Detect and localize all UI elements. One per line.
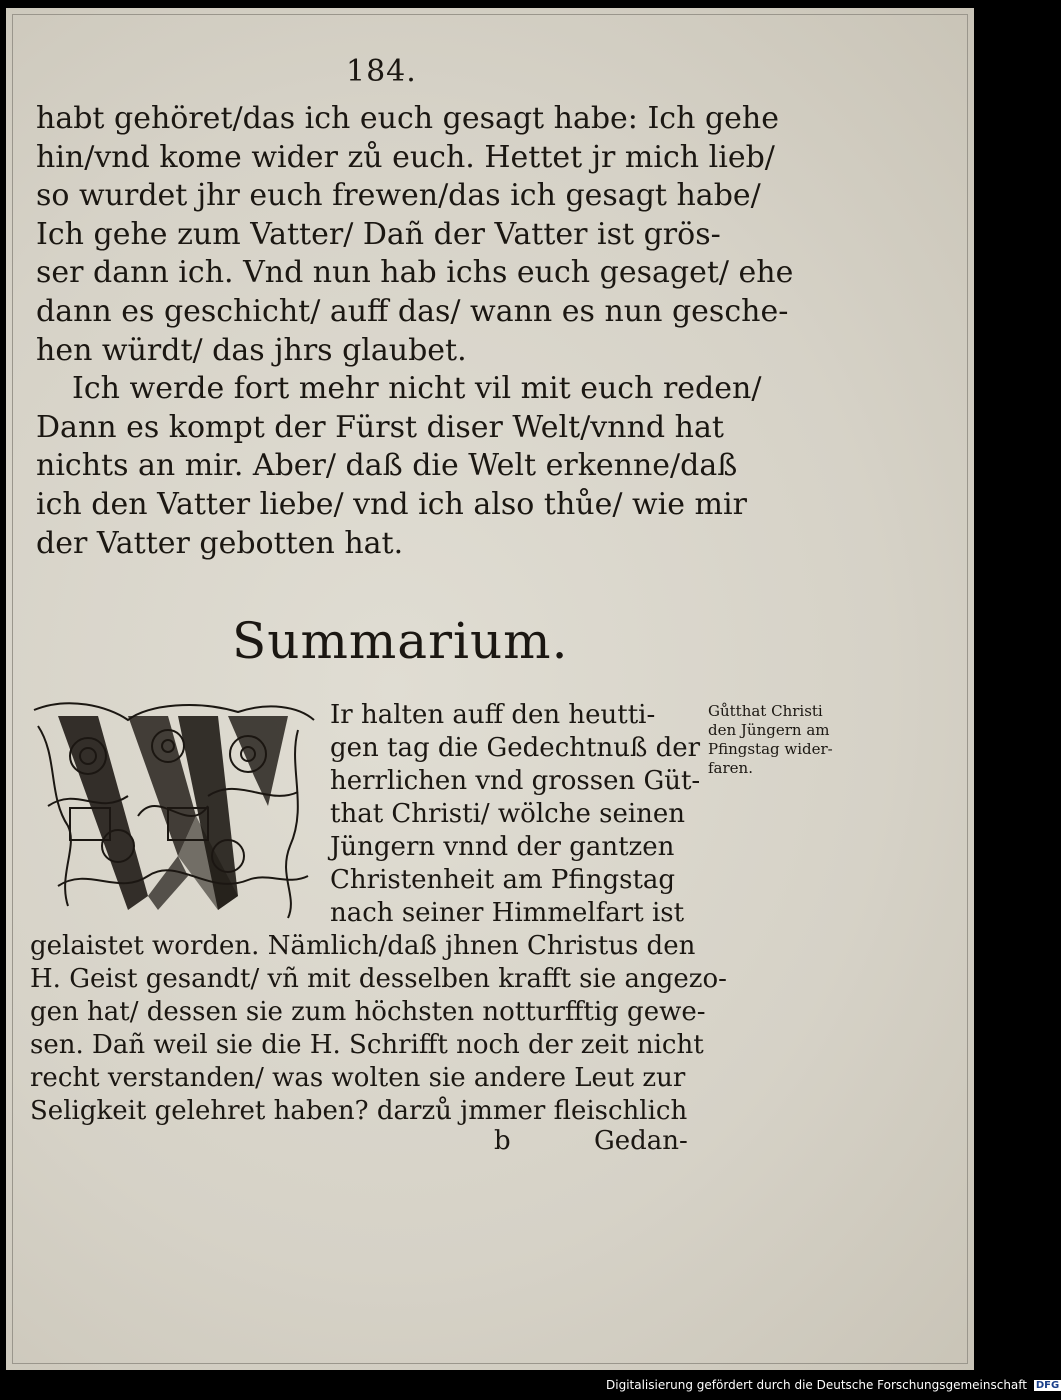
margin-note-line: den Jüngern am [708, 721, 830, 739]
footer-text: Digitalisierung gefördert durch die Deutsche Forschungsgemeinschaft [606, 1378, 1028, 1392]
summary-line: herrlichen vnd grossen Güt- [330, 766, 701, 796]
catchword: Gedan- [594, 1126, 688, 1156]
section-heading: Summarium. [232, 612, 569, 670]
body-line: der Vatter gebotten hat. [36, 525, 404, 561]
summary-line: gelaistet worden. Nämlich/daß jhnen Christus den [30, 931, 696, 961]
body-line: ser dann ich. Vnd nun hab ichs euch gesaget/ ehe [36, 255, 794, 291]
body-line: Ich gehe zum Vatter/ Dañ der Vatter ist grös- [36, 216, 721, 252]
margin-note-line: faren. [708, 759, 753, 777]
body-line: habt gehöret/das ich euch gesagt habe: Ich gehe [36, 101, 779, 136]
body-line: so wurdet jhr euch frewen/das ich gesagt habe/ [36, 178, 761, 214]
summary-line: gen tag die Gedechtnuß der [330, 733, 701, 763]
body-line: nichts an mir. Aber/ daß die Welt erkenne/daß [36, 448, 738, 484]
summary-line: gen hat/ dessen sie zum höchsten notturfftig gewe- [30, 997, 706, 1027]
dfg-logo-icon: DFG [1035, 1380, 1060, 1391]
summary-line: nach seiner Himmelfart ist [330, 898, 685, 928]
body-line: dann es geschicht/ auff das/ wann es nun gesche- [36, 293, 789, 329]
summary-line: that Christi/ wölche seinen [330, 799, 686, 829]
summary-line: Jüngern vnnd der gantzen [330, 832, 675, 862]
summary-line: H. Geist gesandt/ vñ mit desselben krafft sie angezo- [30, 964, 727, 994]
summary-line: sen. Dañ weil sie die H. Schrifft noch der zeit nicht [30, 1030, 704, 1060]
body-line: hin/vnd kome wider zů euch. Hettet jr mich lieb/ [36, 139, 775, 175]
page-number: 184. [346, 54, 417, 89]
summary-line: Ir halten auff den heutti- [330, 700, 656, 730]
summary-line: Christenheit am Pfingstag [330, 865, 676, 895]
body-line: ich den Vatter liebe/ vnd ich also thůe/ wie mir [36, 486, 747, 522]
body-line: hen würdt/ das jhrs glaubet. [36, 332, 467, 368]
margin-note-line: Gůtthat Christi [708, 702, 823, 720]
summary-line: Seligkeit gelehret haben? darzů jmmer fleischlich [30, 1096, 688, 1126]
body-line: Dann es kompt der Fürst diser Welt/vnnd hat [36, 409, 724, 445]
margin-note [708, 702, 908, 778]
margin-note-line: Pfingstag wider- [708, 740, 833, 758]
body-line: Ich werde fort mehr nicht vil mit euch reden/ [72, 371, 762, 407]
signature-mark: b [494, 1126, 511, 1156]
footer-credit [606, 1378, 1061, 1394]
summary-line: recht verstanden/ was wolten sie andere Leut zur [30, 1063, 686, 1093]
